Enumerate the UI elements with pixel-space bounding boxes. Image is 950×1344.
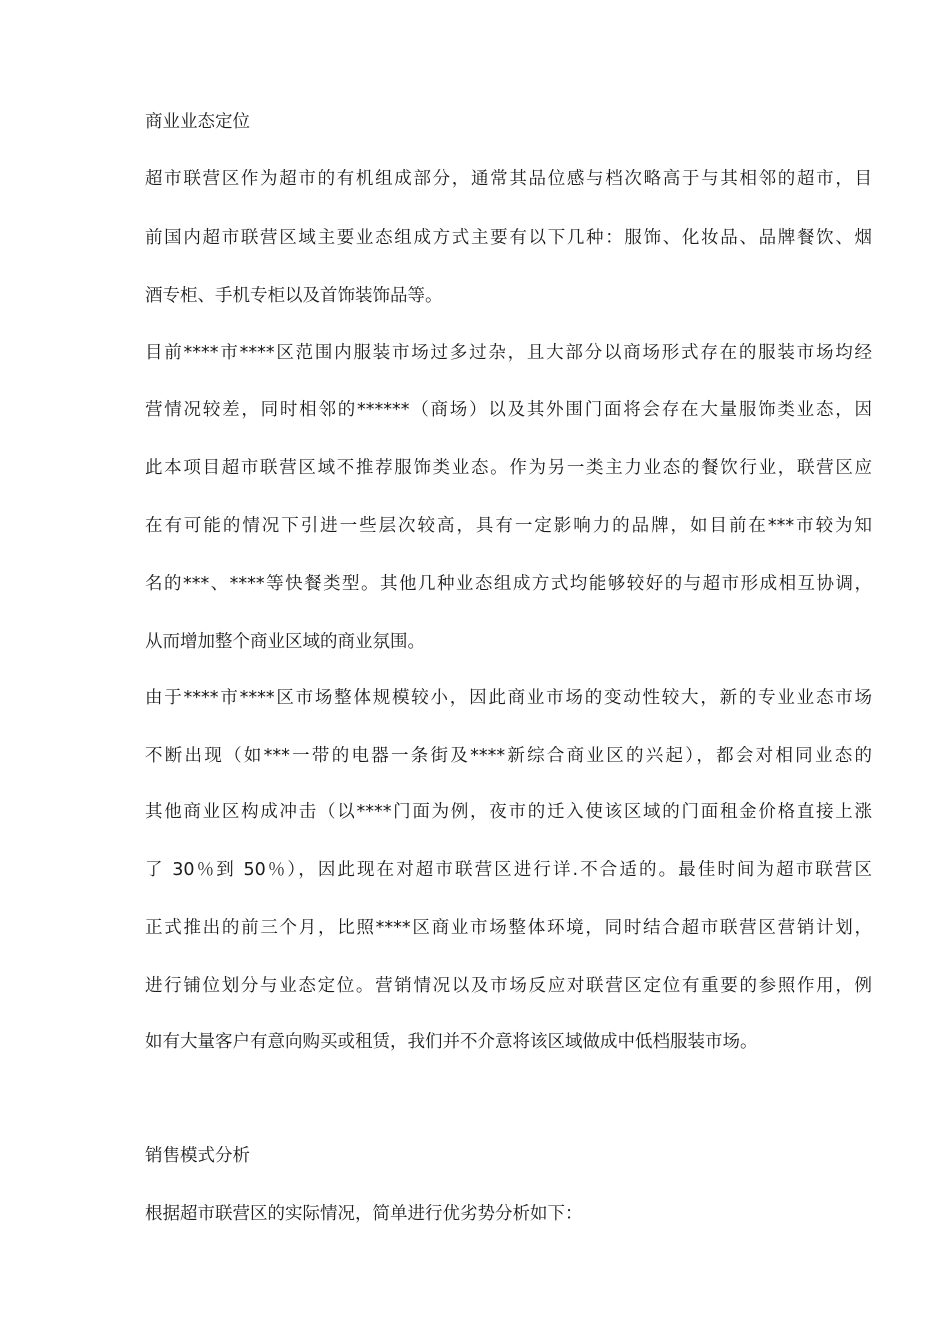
paragraph-line: 酒专柜、手机专柜以及首饰装饰品等。 [145, 286, 443, 306]
paragraph-line: 目前****市****区范围内服装市场过多过杂，且大部分以商场形式存在的服装市场均经 [145, 343, 872, 363]
paragraph-line: 进行铺位划分与业态定位。营销情况以及市场反应对联营区定位有重要的参照作用，例 [145, 976, 872, 996]
paragraph-line: 如有大量客户有意向购买或租赁，我们并不介意将该区域做成中低档服装市场。 [145, 1032, 758, 1052]
paragraph-line: 正式推出的前三个月，比照****区商业市场整体环境，同时结合超市联营区营销计划， [145, 918, 872, 938]
paragraph-line: 在有可能的情况下引进一些层次较高，具有一定影响力的品牌，如目前在***市较为知 [145, 516, 872, 536]
paragraph-line: 不断出现（如***一带的电器一条街及****新综合商业区的兴起），都会对相同业态的 [145, 746, 872, 766]
paragraph-line: 名的***、****等快餐类型。其他几种业态组成方式均能够较好的与超市形成相互协调， [145, 574, 872, 594]
paragraph-line: 此本项目超市联营区域不推荐服饰类业态。作为另一类主力业态的餐饮行业，联营区应 [145, 458, 872, 478]
paragraph-line: 了 30％到 50％），因此现在对超市联营区进行详.不合适的。最佳时间为超市联营区 [145, 860, 872, 880]
paragraph-line: 从而增加整个商业区域的商业氛围。 [145, 632, 425, 652]
paragraph-line: 前国内超市联营区域主要业态组成方式主要有以下几种：服饰、化妆品、品牌餐饮、烟 [145, 228, 872, 248]
paragraph-line: 根据超市联营区的实际情况，简单进行优劣势分析如下： [145, 1204, 583, 1224]
paragraph-line: 由于****市****区市场整体规模较小，因此商业市场的变动性较大，新的专业业态市场 [145, 688, 872, 708]
section-heading-sales-model: 销售模式分析 [145, 1146, 250, 1166]
paragraph-line: 营情况较差，同时相邻的******（商场）以及其外围门面将会存在大量服饰类业态，因 [145, 400, 872, 420]
section-heading-business-format: 商业业态定位 [145, 112, 250, 132]
paragraph-line: 超市联营区作为超市的有机组成部分，通常其品位感与档次略高于与其相邻的超市，目 [145, 169, 872, 189]
paragraph-line: 其他商业区构成冲击（以****门面为例，夜市的迁入使该区域的门面租金价格直接上涨 [145, 802, 872, 822]
